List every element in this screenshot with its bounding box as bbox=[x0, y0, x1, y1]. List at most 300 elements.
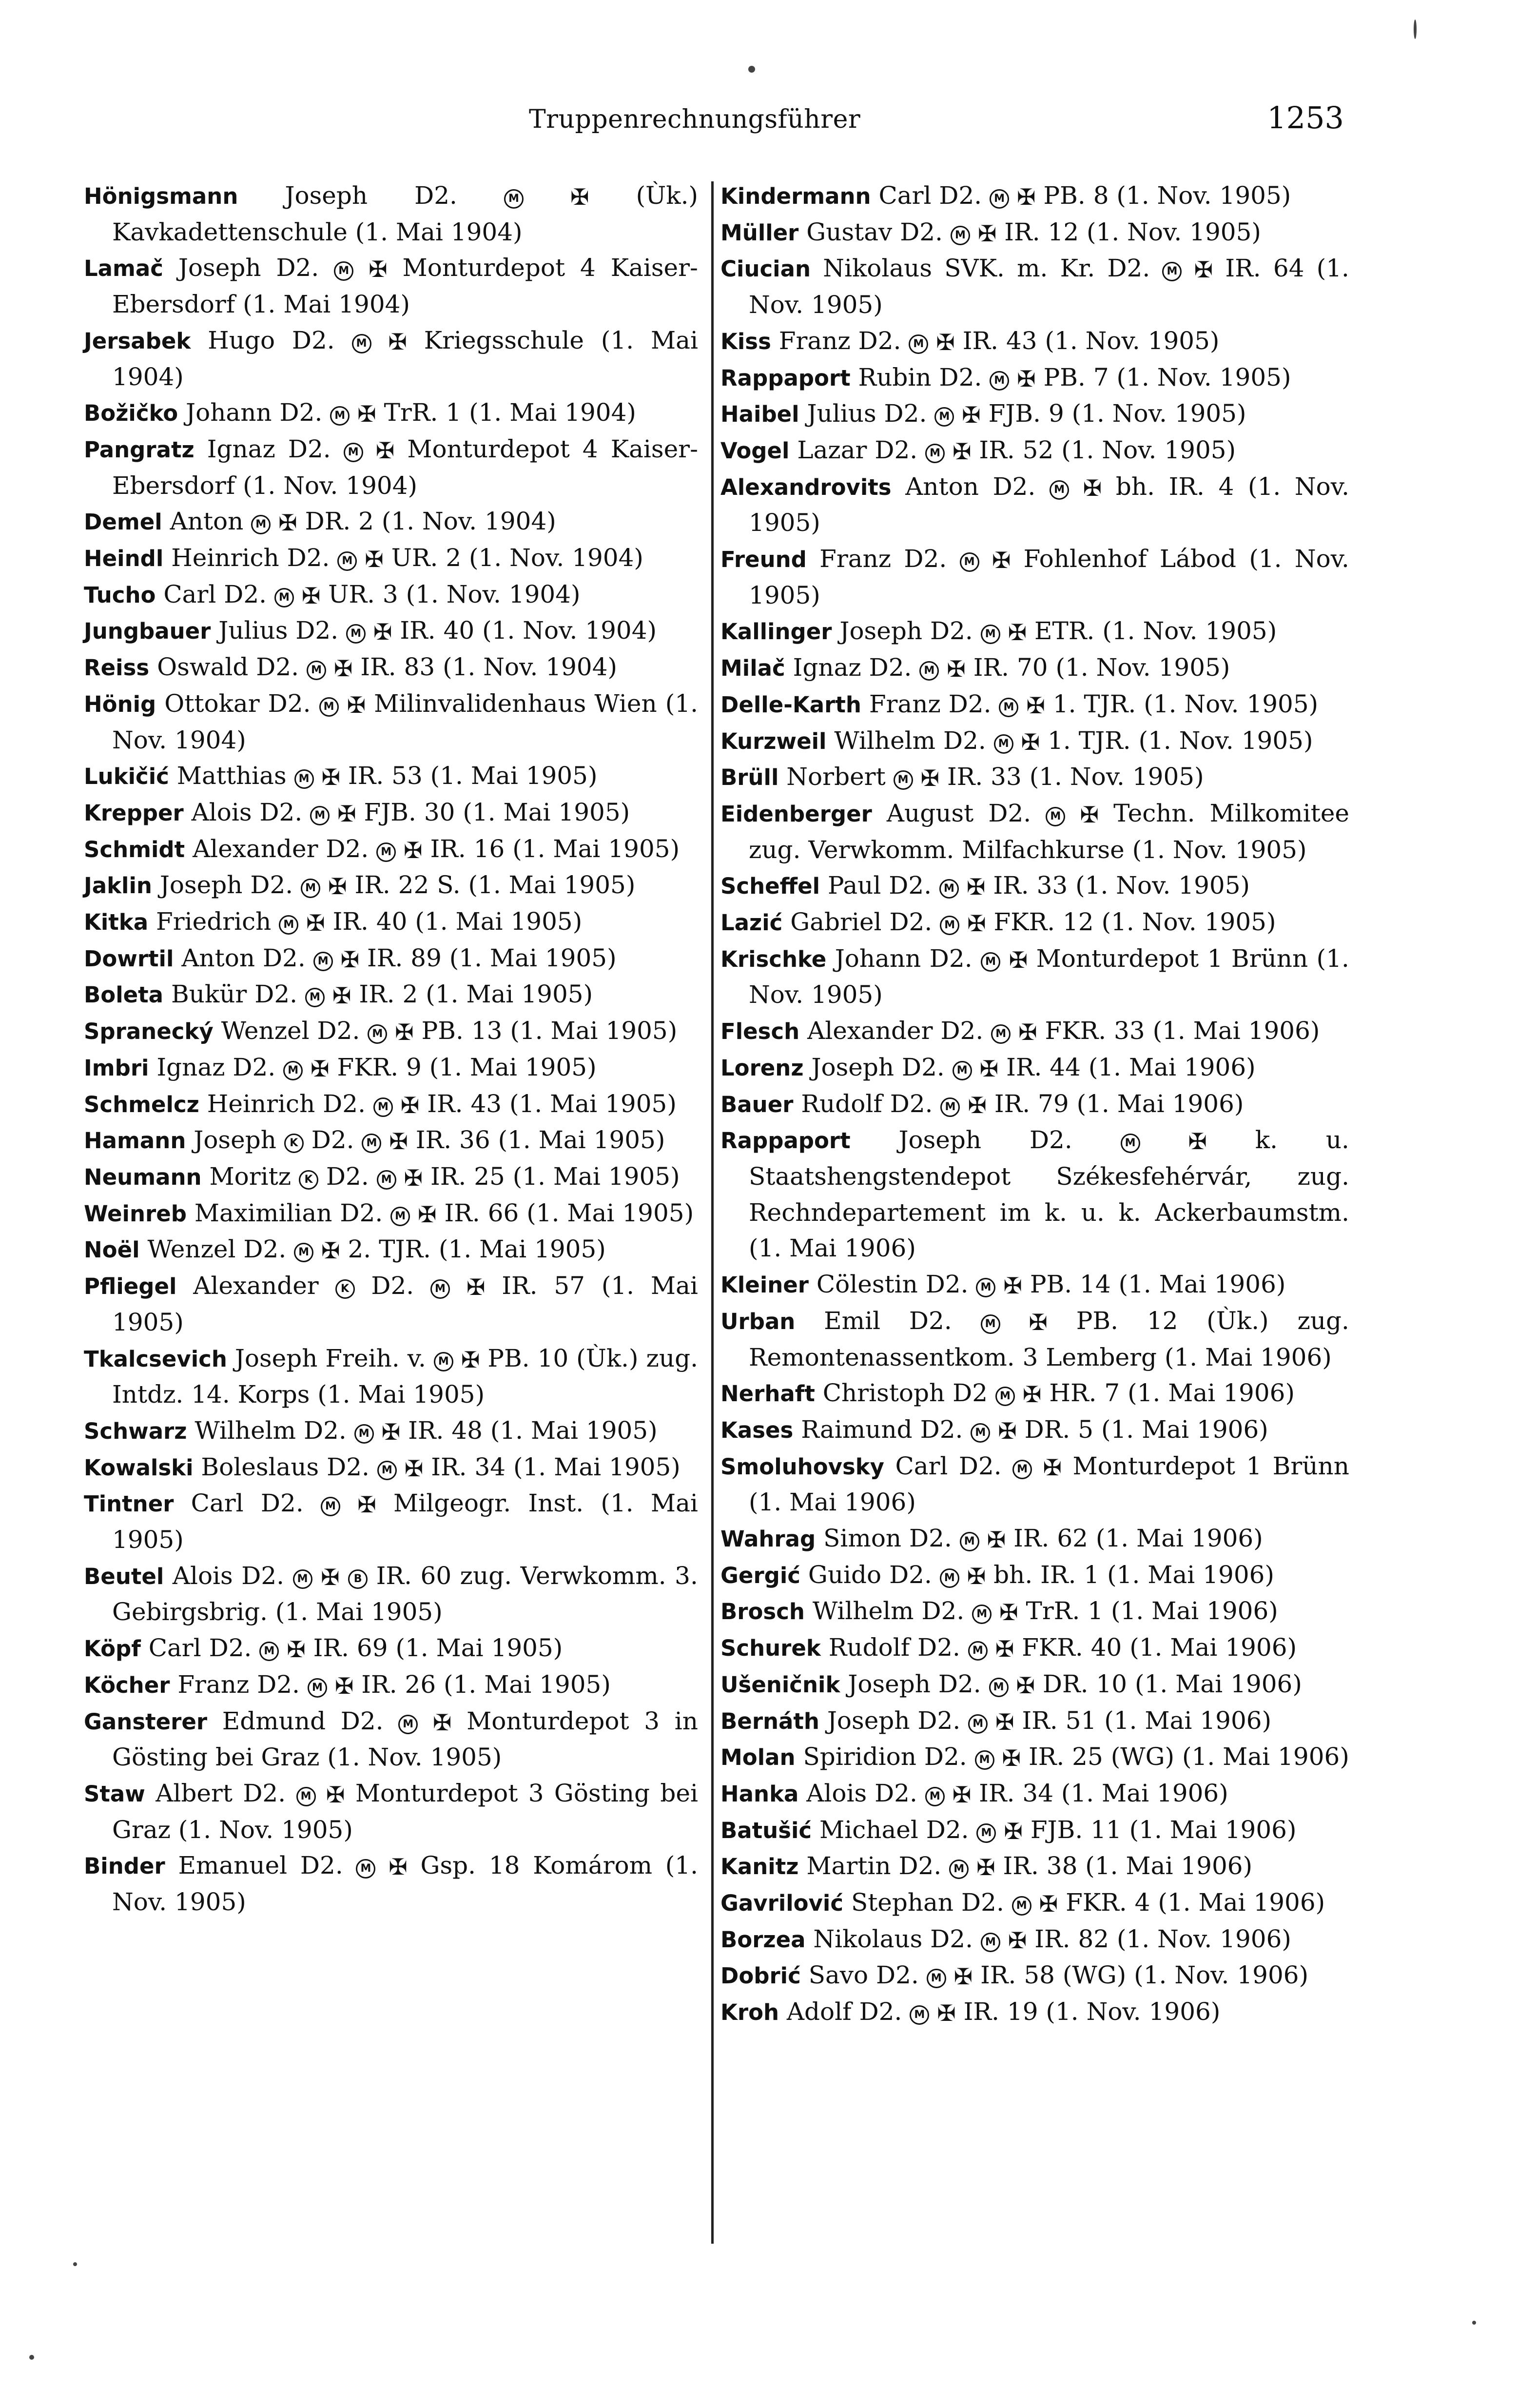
entry-details: Alexander D2. M ✠ IR. 16 (1. Mai 1905) bbox=[193, 834, 680, 863]
circled-m-icon: M bbox=[960, 1532, 979, 1551]
cross-decoration-icon: ✠ bbox=[328, 873, 347, 900]
cross-decoration-icon: ✠ bbox=[1043, 1454, 1062, 1481]
register-entry bbox=[720, 1122, 1349, 1267]
circled-m-icon: M bbox=[909, 334, 928, 354]
entry-surname: Kindermann bbox=[720, 183, 871, 209]
entry-details: Joseph D2. M ✠ IR. 22 S. (1. Mai 1905) bbox=[159, 871, 636, 900]
entry-surname: Ciucian bbox=[720, 256, 811, 282]
entry-details: Wenzel D2. M ✠ PB. 13 (1. Mai 1905) bbox=[221, 1017, 678, 1046]
running-title: Truppenrechnungsführer bbox=[529, 105, 861, 134]
cross-decoration-icon: ✠ bbox=[388, 328, 407, 355]
entry-surname: Kanitz bbox=[720, 1854, 799, 1880]
entry-details: Ignaz D2. M ✠ Monturdepot 4 Kaiser-Ebersdorf (1. Nov. 1904) bbox=[112, 434, 698, 500]
circled-m-icon: M bbox=[999, 698, 1018, 717]
circled-m-icon: M bbox=[308, 1678, 327, 1698]
circled-m-icon: M bbox=[294, 769, 314, 789]
entry-surname: Reiss bbox=[84, 655, 150, 681]
entry-details: Franz D2. M ✠ 1. TJR. (1. Nov. 1905) bbox=[869, 689, 1319, 719]
entry-surname: Boleta bbox=[84, 982, 164, 1008]
circled-m-icon: M bbox=[960, 552, 979, 572]
entry-details: Rudolf D2. M ✠ FKR. 40 (1. Mai 1906) bbox=[828, 1633, 1297, 1663]
entry-surname: Kases bbox=[720, 1417, 794, 1443]
entry-details: Nikolaus SVK. m. Kr. D2. M ✠ IR. 64 (1. Nov. 1905) bbox=[749, 254, 1349, 319]
register-entry bbox=[84, 1195, 698, 1232]
circled-m-icon: M bbox=[390, 1207, 410, 1226]
entry-details: Matthias M ✠ IR. 53 (1. Mai 1905) bbox=[176, 762, 598, 791]
entry-surname: Brosch bbox=[720, 1599, 805, 1625]
cross-decoration-icon: ✠ bbox=[1003, 1273, 1022, 1299]
register-entry bbox=[84, 1558, 698, 1630]
register-entry bbox=[720, 1013, 1349, 1050]
cross-decoration-icon: ✠ bbox=[1022, 1381, 1042, 1408]
entry-details: Spiridion D2. M ✠ IR. 25 (WG) (1. Mai 1906) bbox=[803, 1742, 1349, 1772]
cross-decoration-icon: ✠ bbox=[952, 438, 972, 465]
cross-decoration-icon: ✠ bbox=[365, 546, 384, 573]
entry-details: Simon D2. M ✠ IR. 62 (1. Mai 1906) bbox=[823, 1524, 1263, 1553]
register-entry bbox=[84, 649, 698, 686]
cross-decoration-icon: ✠ bbox=[1021, 728, 1040, 755]
entry-details: Gustav D2. M ✠ IR. 12 (1. Nov. 1905) bbox=[806, 217, 1261, 247]
circled-k-icon: K bbox=[284, 1134, 304, 1153]
circled-m-icon: M bbox=[981, 952, 1000, 972]
entry-surname: Schurek bbox=[720, 1635, 821, 1662]
circled-m-icon: M bbox=[334, 261, 353, 281]
register-entry bbox=[84, 1086, 698, 1123]
circled-m-icon: M bbox=[346, 624, 366, 644]
circled-m-icon: M bbox=[310, 806, 330, 825]
entry-details: Franz D2. M ✠ IR. 43 (1. Nov. 1905) bbox=[778, 326, 1220, 355]
register-entry bbox=[720, 796, 1349, 868]
circled-m-icon: M bbox=[939, 879, 959, 899]
entry-details: Oswald D2. M ✠ IR. 83 (1. Nov. 1904) bbox=[157, 653, 618, 682]
entry-details: Franz D2. M ✠ Fohlenhof Lábod (1. Nov. 1905) bbox=[749, 545, 1349, 609]
circled-m-icon: M bbox=[981, 1314, 1000, 1334]
register-entry bbox=[720, 469, 1349, 541]
entry-surname: Hönigsmann bbox=[84, 183, 238, 209]
entry-details: Joseph D2. M ✠ IR. 44 (1. Mai 1906) bbox=[811, 1053, 1256, 1082]
circled-m-icon: M bbox=[321, 1497, 340, 1516]
entry-details: Ignaz D2. M ✠ IR. 70 (1. Nov. 1905) bbox=[793, 653, 1230, 683]
cross-decoration-icon: ✠ bbox=[977, 220, 997, 247]
cross-decoration-icon: ✠ bbox=[333, 655, 353, 682]
entry-details: Bukür D2. M ✠ IR. 2 (1. Mai 1905) bbox=[171, 980, 593, 1009]
entry-details: Moritz K D2. M ✠ IR. 25 (1. Mai 1905) bbox=[209, 1162, 680, 1191]
entry-surname: Jungbauer bbox=[84, 618, 211, 645]
entry-surname: Brüll bbox=[720, 764, 779, 791]
entry-surname: Kroh bbox=[720, 1999, 779, 2026]
circled-m-icon: M bbox=[398, 1715, 418, 1734]
entry-details: Wilhelm D2. M ✠ 1. TJR. (1. Nov. 1905) bbox=[834, 726, 1313, 755]
circled-m-icon: M bbox=[330, 406, 350, 426]
cross-decoration-icon: ✠ bbox=[404, 1455, 424, 1482]
entry-details: Wenzel D2. M ✠ 2. TJR. (1. Mai 1905) bbox=[147, 1235, 606, 1264]
circled-m-icon: M bbox=[434, 1352, 453, 1371]
entry-surname: Kitka bbox=[84, 909, 149, 936]
entry-details: Joseph Freih. v. M ✠ PB. 10 (Ùk.) zug. Intdz. 14. Korps (1. Mai 1905) bbox=[112, 1344, 698, 1409]
register-entry bbox=[84, 613, 698, 649]
entry-details: Raimund D2. M ✠ DR. 5 (1. Mai 1906) bbox=[801, 1415, 1268, 1444]
entry-surname: Gavrilović bbox=[720, 1890, 844, 1917]
page-header bbox=[0, 100, 1517, 158]
circled-m-icon: M bbox=[981, 625, 1000, 644]
cross-decoration-icon: ✠ bbox=[334, 1672, 354, 1699]
entry-surname: Jaklin bbox=[84, 873, 152, 899]
entry-details: Julius D2. M ✠ FJB. 9 (1. Nov. 1905) bbox=[807, 399, 1246, 429]
cross-decoration-icon: ✠ bbox=[1016, 1672, 1035, 1699]
cross-decoration-icon: ✠ bbox=[1194, 256, 1213, 283]
register-entry bbox=[720, 686, 1349, 723]
circled-m-icon: M bbox=[919, 661, 939, 681]
entry-surname: Krischke bbox=[720, 946, 827, 972]
entry-surname: Vogel bbox=[720, 437, 790, 464]
cross-decoration-icon: ✠ bbox=[967, 1563, 986, 1589]
cross-decoration-icon: ✠ bbox=[321, 1237, 340, 1264]
entry-surname: Schmidt bbox=[84, 836, 185, 862]
cross-decoration-icon: ✠ bbox=[962, 402, 981, 429]
cross-decoration-icon: ✠ bbox=[461, 1346, 480, 1373]
cross-decoration-icon: ✠ bbox=[381, 1418, 401, 1445]
cross-decoration-icon: ✠ bbox=[340, 946, 360, 973]
entry-surname: Ušeničnik bbox=[720, 1671, 840, 1698]
register-entry bbox=[720, 251, 1349, 323]
entry-details: Emanuel D2. M ✠ Gsp. 18 Komárom (1. Nov. 1905) bbox=[112, 1851, 698, 1917]
register-entry bbox=[720, 650, 1349, 686]
entry-surname: Alexandrovits bbox=[720, 474, 892, 500]
register-entry bbox=[84, 504, 698, 540]
circled-k-icon: K bbox=[299, 1170, 318, 1190]
cross-decoration-icon: ✠ bbox=[1004, 1818, 1023, 1844]
cross-decoration-icon: ✠ bbox=[947, 656, 966, 683]
entry-surname: Weinreb bbox=[84, 1200, 187, 1227]
circled-m-icon: M bbox=[894, 770, 913, 790]
register-entry bbox=[84, 940, 698, 977]
cross-decoration-icon: ✠ bbox=[418, 1201, 437, 1228]
entry-surname: Köpf bbox=[84, 1636, 141, 1662]
circled-m-icon: M bbox=[1050, 480, 1069, 500]
circled-m-icon: M bbox=[362, 1134, 381, 1153]
circled-m-icon: M bbox=[430, 1279, 450, 1299]
cross-decoration-icon: ✠ bbox=[979, 1055, 999, 1082]
register-entry bbox=[720, 1412, 1349, 1449]
circled-m-icon: M bbox=[251, 515, 271, 534]
entry-surname: Smoluhovsky bbox=[720, 1453, 885, 1480]
circled-m-icon: M bbox=[1046, 807, 1065, 826]
circled-m-icon: M bbox=[301, 879, 320, 898]
entry-details: Carl D2. M ✠ PB. 8 (1. Nov. 1905) bbox=[878, 181, 1291, 210]
cross-decoration-icon: ✠ bbox=[999, 1599, 1018, 1626]
register-entry bbox=[84, 1050, 698, 1086]
register-entry bbox=[720, 360, 1349, 396]
register-entry bbox=[720, 1703, 1349, 1740]
circled-k-icon: K bbox=[335, 1279, 355, 1299]
entry-surname: Molan bbox=[720, 1744, 796, 1771]
entry-surname: Lorenz bbox=[720, 1055, 804, 1081]
entry-surname: Pangratz bbox=[84, 436, 194, 463]
entry-surname: Müller bbox=[720, 219, 799, 246]
circled-m-icon: M bbox=[968, 1714, 988, 1734]
entry-surname: Krepper bbox=[84, 800, 184, 826]
cross-decoration-icon: ✠ bbox=[953, 1963, 973, 1990]
register-entry bbox=[84, 1159, 698, 1195]
cross-decoration-icon: ✠ bbox=[1026, 692, 1045, 719]
register-entry bbox=[720, 759, 1349, 796]
entry-details: Albert D2. M ✠ Monturdepot 3 Gösting bei Graz (1. Nov. 1905) bbox=[112, 1779, 698, 1844]
entry-surname: Nerhaft bbox=[720, 1381, 815, 1407]
entry-surname: Tkalcsevich bbox=[84, 1346, 227, 1372]
left-column bbox=[84, 178, 698, 1920]
register-entry bbox=[720, 1086, 1349, 1123]
register-entry bbox=[84, 178, 698, 250]
circled-b-icon: B bbox=[348, 1569, 368, 1589]
circled-m-icon: M bbox=[940, 916, 959, 935]
entry-details: Cölestin D2. M ✠ PB. 14 (1. Mai 1906) bbox=[816, 1270, 1286, 1299]
scan-speck bbox=[1414, 20, 1417, 39]
cross-decoration-icon: ✠ bbox=[1080, 801, 1099, 828]
cross-decoration-icon: ✠ bbox=[987, 1527, 1006, 1553]
entry-surname: Lazić bbox=[720, 910, 783, 936]
circled-m-icon: M bbox=[940, 1097, 960, 1117]
cross-decoration-icon: ✠ bbox=[995, 1708, 1014, 1735]
cross-decoration-icon: ✠ bbox=[1018, 1019, 1037, 1046]
cross-decoration-icon: ✠ bbox=[1008, 619, 1027, 646]
circled-m-icon: M bbox=[971, 1423, 990, 1443]
cross-decoration-icon: ✠ bbox=[937, 2000, 956, 2027]
register-entry bbox=[84, 758, 698, 795]
circled-m-icon: M bbox=[951, 226, 970, 245]
entry-surname: Bauer bbox=[720, 1091, 794, 1117]
circled-m-icon: M bbox=[990, 371, 1009, 391]
register-entry bbox=[84, 577, 698, 613]
cross-decoration-icon: ✠ bbox=[952, 1781, 972, 1808]
cross-decoration-icon: ✠ bbox=[936, 329, 955, 355]
circled-m-icon: M bbox=[991, 1024, 1011, 1044]
circled-m-icon: M bbox=[975, 1750, 994, 1770]
circled-m-icon: M bbox=[968, 1641, 988, 1661]
cross-decoration-icon: ✠ bbox=[1188, 1128, 1207, 1155]
circled-m-icon: M bbox=[313, 952, 333, 971]
scan-speck bbox=[748, 66, 755, 73]
entry-details: Anton D2. M ✠ IR. 89 (1. Mai 1905) bbox=[181, 943, 617, 973]
entry-surname: Hamann bbox=[84, 1128, 186, 1154]
circled-m-icon: M bbox=[377, 1170, 396, 1190]
register-entry bbox=[84, 1268, 698, 1340]
entry-details: Wilhelm D2. M ✠ IR. 48 (1. Mai 1905) bbox=[194, 1416, 658, 1445]
entry-details: Martin D2. M ✠ IR. 38 (1. Mai 1906) bbox=[806, 1852, 1253, 1881]
cross-decoration-icon: ✠ bbox=[1083, 474, 1102, 501]
entry-surname: Borzea bbox=[720, 1926, 806, 1953]
entry-surname: Flesch bbox=[720, 1018, 800, 1045]
entry-details: Franz D2. M ✠ IR. 26 (1. Mai 1905) bbox=[177, 1670, 611, 1699]
entry-details: Joseph D2. M ✠ Monturdepot 4 Kaiser-Ebersdorf (1. Mai 1904) bbox=[112, 254, 698, 319]
entry-details: Joseph D2. M ✠ k. u. Staatshengstendepot Székesfehérvár, zug. Rechndepartement im k. u. k. Ackerbaumstm. (1. Mai 1906) bbox=[749, 1126, 1349, 1263]
scan-speck bbox=[73, 2262, 77, 2266]
entry-details: Norbert M ✠ IR. 33 (1. Nov. 1905) bbox=[786, 763, 1204, 792]
cross-decoration-icon: ✠ bbox=[1008, 1927, 1027, 1954]
register-entry bbox=[84, 686, 698, 758]
register-entry bbox=[84, 867, 698, 904]
register-entry bbox=[720, 396, 1349, 432]
entry-details: Hugo D2. M ✠ Kriegsschule (1. Mai 1904) bbox=[112, 326, 698, 391]
entry-details: Johann D2. M ✠ TrR. 1 (1. Mai 1904) bbox=[186, 398, 636, 428]
entry-details: Anton D2. M ✠ bh. IR. 4 (1. Nov. 1905) bbox=[749, 472, 1350, 537]
entry-details: Heinrich D2. M ✠ IR. 43 (1. Mai 1905) bbox=[207, 1089, 677, 1118]
cross-decoration-icon: ✠ bbox=[337, 800, 356, 827]
entry-details: Anton M ✠ DR. 2 (1. Nov. 1904) bbox=[170, 507, 556, 536]
circled-m-icon: M bbox=[1162, 262, 1182, 281]
entry-details: Michael D2. M ✠ FJB. 11 (1. Mai 1906) bbox=[819, 1815, 1297, 1844]
entry-surname: Božičko bbox=[84, 400, 178, 427]
entry-surname: Beutel bbox=[84, 1563, 164, 1589]
circled-m-icon: M bbox=[925, 444, 945, 463]
cross-decoration-icon: ✠ bbox=[326, 1781, 345, 1808]
entry-details: Wilhelm D2. M ✠ TrR. 1 (1. Mai 1906) bbox=[812, 1597, 1278, 1626]
circled-m-icon: M bbox=[283, 1061, 303, 1080]
register-entry bbox=[84, 1703, 698, 1776]
cross-decoration-icon: ✠ bbox=[400, 1092, 420, 1118]
circled-m-icon: M bbox=[354, 1424, 374, 1444]
entry-details: Gabriel D2. M ✠ FKR. 12 (1. Nov. 1905) bbox=[790, 908, 1276, 937]
register-entry bbox=[720, 904, 1349, 941]
register-entry bbox=[720, 178, 1349, 215]
cross-decoration-icon: ✠ bbox=[570, 184, 589, 210]
cross-decoration-icon: ✠ bbox=[967, 910, 986, 937]
entry-surname: Gansterer bbox=[84, 1708, 208, 1735]
scan-speck bbox=[29, 2355, 34, 2360]
register-entry bbox=[84, 395, 698, 431]
register-entry bbox=[720, 1885, 1349, 1921]
entry-details: Rubin D2. M ✠ PB. 7 (1. Nov. 1905) bbox=[858, 363, 1291, 392]
circled-m-icon: M bbox=[305, 988, 325, 1007]
circled-m-icon: M bbox=[376, 842, 396, 862]
entry-details: August D2. M ✠ Techn. Milkomitee zug. Verwkomm. Milfachkurse (1. Nov. 1905) bbox=[749, 799, 1349, 864]
entry-details: Joseph D2. M ✠ ETR. (1. Nov. 1905) bbox=[839, 617, 1277, 646]
register-entry bbox=[720, 723, 1349, 760]
cross-decoration-icon: ✠ bbox=[1002, 1745, 1021, 1772]
cross-decoration-icon: ✠ bbox=[992, 547, 1011, 574]
entry-details: Joseph D2. M ✠ IR. 51 (1. Mai 1906) bbox=[827, 1706, 1272, 1735]
entry-details: Alexander D2. M ✠ FKR. 33 (1. Mai 1906) bbox=[807, 1017, 1320, 1046]
entry-details: Stephan D2. M ✠ FKR. 4 (1. Mai 1906) bbox=[851, 1888, 1325, 1918]
entry-details: Savo D2. M ✠ IR. 58 (WG) (1. Nov. 1906) bbox=[808, 1961, 1309, 1990]
cross-decoration-icon: ✠ bbox=[321, 764, 340, 791]
entry-surname: Schmelcz bbox=[84, 1091, 199, 1117]
circled-m-icon: M bbox=[319, 697, 339, 717]
cross-decoration-icon: ✠ bbox=[404, 837, 423, 863]
entry-details: Joseph K D2. M ✠ IR. 36 (1. Mai 1905) bbox=[194, 1126, 665, 1155]
entry-details: Paul D2. M ✠ IR. 33 (1. Nov. 1905) bbox=[827, 871, 1250, 901]
entry-surname: Spranecký bbox=[84, 1018, 214, 1045]
entry-details: Christoph D2 M ✠ HR. 7 (1. Mai 1906) bbox=[822, 1379, 1295, 1408]
entry-details: Nikolaus D2. M ✠ IR. 82 (1. Nov. 1906) bbox=[813, 1924, 1291, 1954]
register-entry bbox=[720, 1267, 1349, 1303]
entry-details: Carl D2. M ✠ UR. 3 (1. Nov. 1904) bbox=[163, 580, 581, 609]
circled-m-icon: M bbox=[504, 189, 524, 209]
cross-decoration-icon: ✠ bbox=[369, 256, 388, 283]
entry-surname: Scheffel bbox=[720, 873, 820, 900]
register-entry bbox=[720, 1449, 1349, 1521]
register-entry bbox=[720, 432, 1349, 469]
cross-decoration-icon: ✠ bbox=[301, 582, 321, 609]
entry-details: Alois D2. M ✠ FJB. 30 (1. Mai 1905) bbox=[191, 798, 630, 827]
register-entry bbox=[720, 1557, 1349, 1594]
entry-surname: Imbri bbox=[84, 1055, 149, 1081]
entry-surname: Binder bbox=[84, 1853, 165, 1879]
entry-details: Guido D2. M ✠ bh. IR. 1 (1. Mai 1906) bbox=[808, 1560, 1274, 1589]
register-entry bbox=[720, 1994, 1349, 2031]
cross-decoration-icon: ✠ bbox=[321, 1564, 340, 1590]
entry-details: Heinrich D2. M ✠ UR. 2 (1. Nov. 1904) bbox=[171, 544, 643, 573]
circled-m-icon: M bbox=[352, 334, 371, 353]
register-entry bbox=[720, 215, 1349, 251]
cross-decoration-icon: ✠ bbox=[1009, 946, 1028, 973]
cross-decoration-icon: ✠ bbox=[311, 1055, 330, 1082]
entry-details: Alexander K D2. M ✠ IR. 57 (1. Mai 1905) bbox=[112, 1272, 698, 1336]
entry-surname: Kallinger bbox=[720, 619, 832, 645]
entry-surname: Demel bbox=[84, 509, 162, 535]
register-entry bbox=[84, 1122, 698, 1159]
cross-decoration-icon: ✠ bbox=[357, 1491, 376, 1518]
register-entry bbox=[720, 941, 1349, 1013]
entry-surname: Dowrtil bbox=[84, 945, 174, 972]
circled-m-icon: M bbox=[356, 1859, 375, 1879]
register-entry bbox=[720, 1958, 1349, 1994]
entry-surname: Neumann bbox=[84, 1164, 202, 1190]
entry-surname: Noël bbox=[84, 1237, 140, 1263]
entry-surname: Köcher bbox=[84, 1672, 170, 1698]
cross-decoration-icon: ✠ bbox=[278, 509, 297, 536]
circled-m-icon: M bbox=[337, 551, 357, 571]
register-entry bbox=[720, 1812, 1349, 1849]
cross-decoration-icon: ✠ bbox=[395, 1019, 414, 1046]
entry-details: Carl D2. M ✠ Monturdepot 1 Brünn (1. Mai 1906) bbox=[749, 1451, 1349, 1517]
circled-m-icon: M bbox=[279, 915, 298, 935]
page-number: 1253 bbox=[1267, 100, 1344, 136]
entry-surname: Schwarz bbox=[84, 1418, 187, 1444]
entry-surname: Batušić bbox=[720, 1817, 812, 1843]
register-entry bbox=[84, 1341, 698, 1413]
register-entry bbox=[84, 1776, 698, 1848]
circled-m-icon: M bbox=[368, 1024, 387, 1044]
register-entry bbox=[84, 795, 698, 831]
register-entry bbox=[84, 1232, 698, 1268]
entry-surname: Rappaport bbox=[720, 1128, 851, 1154]
entry-details: Ignaz D2. M ✠ FKR. 9 (1. Mai 1905) bbox=[156, 1053, 597, 1082]
register-entry bbox=[84, 250, 698, 322]
circled-m-icon: M bbox=[990, 189, 1009, 209]
register-entry bbox=[84, 323, 698, 395]
circled-m-icon: M bbox=[927, 1969, 946, 1988]
entry-details: Carl D2. M ✠ IR. 69 (1. Mai 1905) bbox=[148, 1634, 563, 1663]
cross-decoration-icon: ✠ bbox=[1039, 1891, 1058, 1918]
entry-surname: Kiss bbox=[720, 328, 771, 354]
entry-surname: Hönig bbox=[84, 691, 156, 717]
circled-m-icon: M bbox=[976, 1278, 995, 1297]
entry-surname: Tintner bbox=[84, 1491, 174, 1517]
cross-decoration-icon: ✠ bbox=[968, 1092, 987, 1118]
cross-decoration-icon: ✠ bbox=[976, 1854, 995, 1881]
entry-details: Emil D2. M ✠ PB. 12 (Ùk.) zug. Remontenassentkom. 3 Lemberg (1. Mai 1906) bbox=[749, 1306, 1349, 1371]
register-entry bbox=[720, 1630, 1349, 1666]
cross-decoration-icon: ✠ bbox=[332, 982, 351, 1009]
register-entry bbox=[720, 1593, 1349, 1630]
circled-m-icon: M bbox=[994, 734, 1013, 754]
entry-surname: Lamač bbox=[84, 255, 163, 282]
register-entry bbox=[84, 1413, 698, 1449]
entry-details: Maximilian D2. M ✠ IR. 66 (1. Mai 1905) bbox=[194, 1198, 694, 1228]
entry-surname: Lukičić bbox=[84, 764, 169, 790]
cross-decoration-icon: ✠ bbox=[998, 1417, 1017, 1444]
column-divider bbox=[711, 181, 714, 2244]
